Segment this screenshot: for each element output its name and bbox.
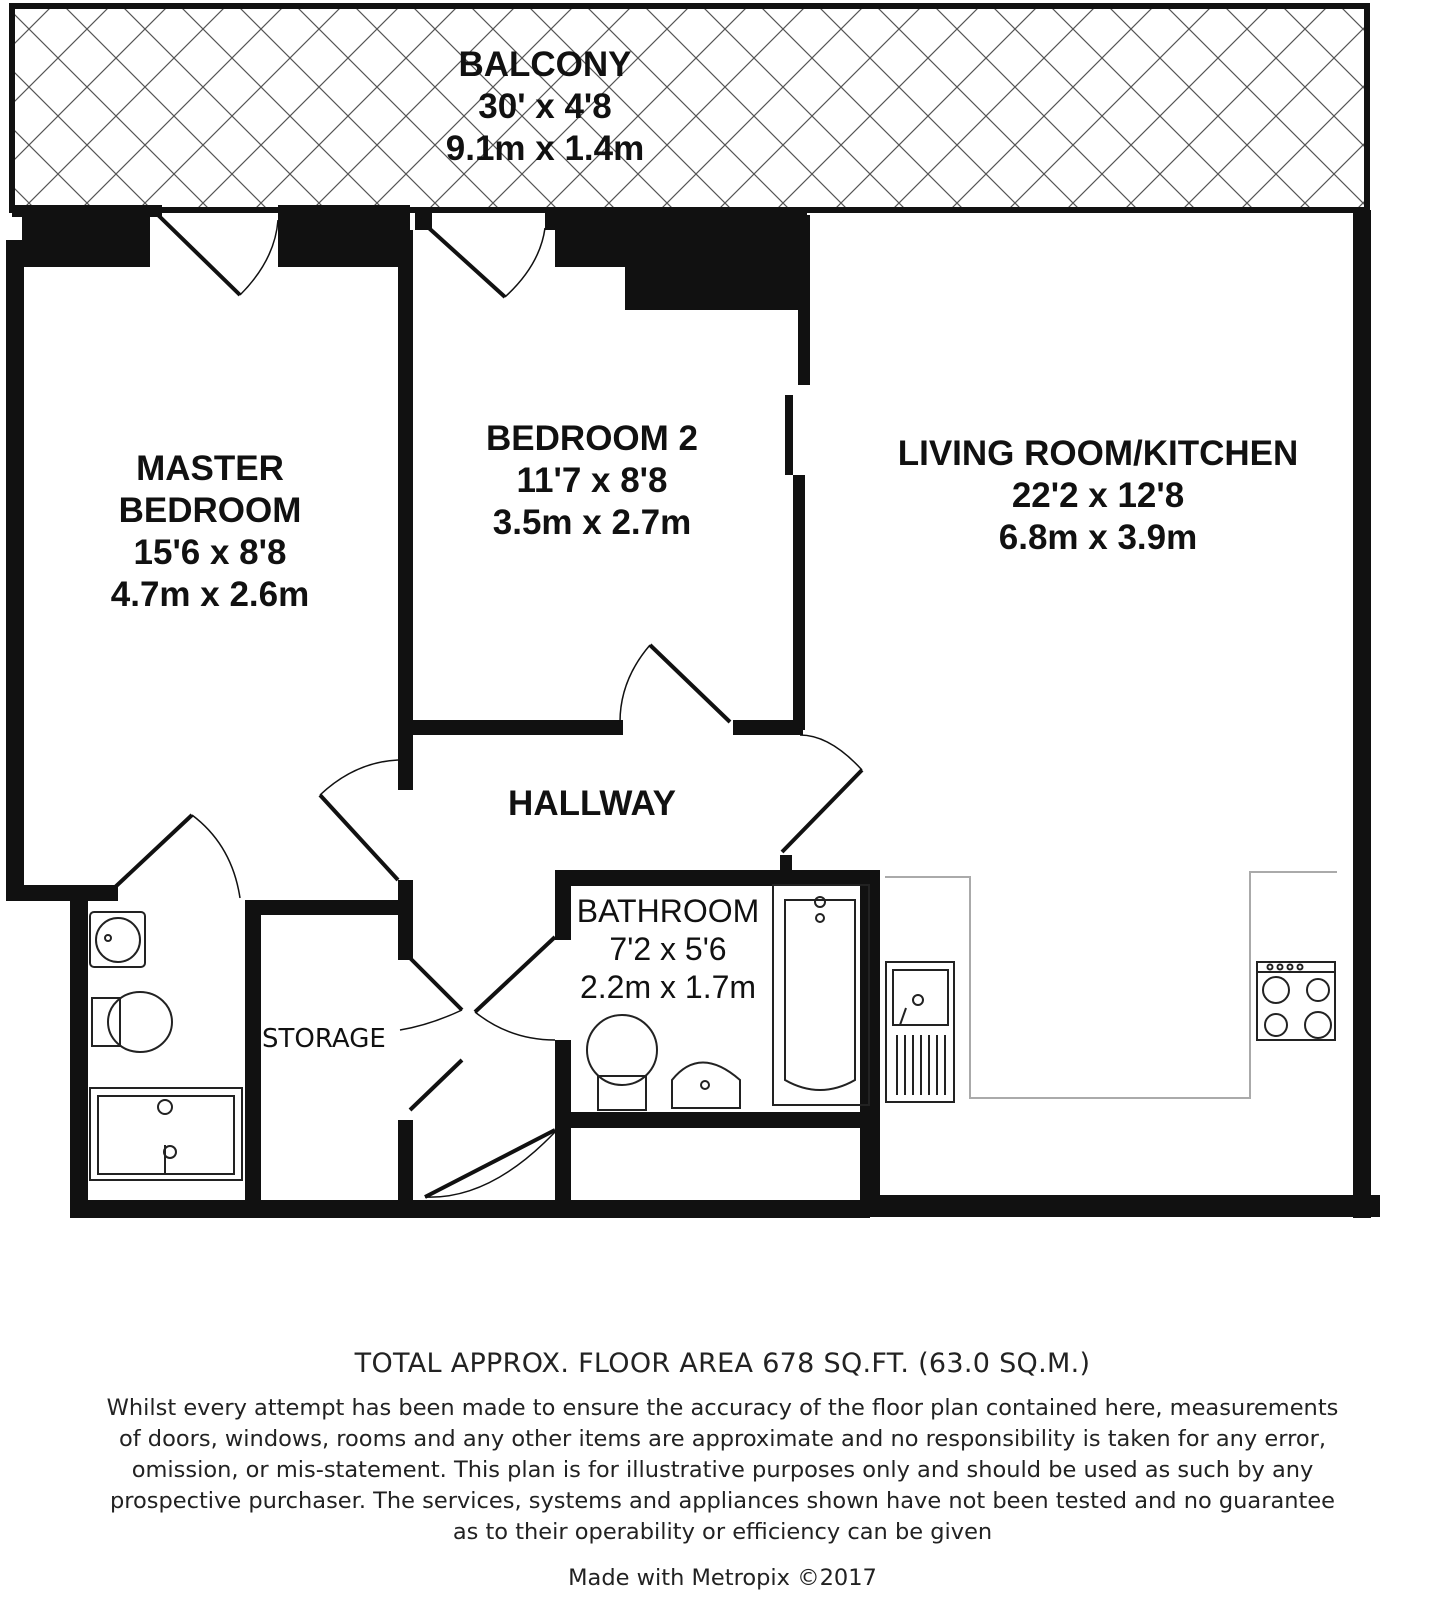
door-bedroom2-balcony [420,220,505,297]
disclaimer-line: Whilst every attempt has been made to ensure the accuracy of the floor plan contained here, measurements [106,1395,1339,1421]
master-bedroom-metric: 4.7m x 2.6m [110,575,310,614]
living-metric: 6.8m x 3.9m [998,518,1198,557]
door-bathroom [475,937,555,1012]
kitchen-counter [885,872,1337,1098]
door-living-hall [782,770,862,852]
bedroom2-name: BEDROOM 2 [486,419,698,458]
master-bedroom-name-1: MASTER [136,449,284,488]
bedroom2-imperial: 11'7 x 8'8 [516,461,668,500]
metropix-credit: Made with Metropix ©2017 [568,1565,877,1591]
hallway-name: HALLWAY [508,784,676,823]
storage-name: STORAGE [262,1024,386,1054]
door-master-balcony [158,215,240,295]
living-imperial: 22'2 x 12'8 [1011,476,1185,515]
disclaimer-line: prospective purchaser. The services, systems and appliances shown have not been tested and no guarantee [109,1488,1336,1514]
bathroom-toilet-icon [587,1015,657,1110]
door-bedroom2-hall [650,645,730,722]
master-bedroom-imperial: 15'6 x 8'8 [133,533,287,572]
bath-icon [773,885,869,1105]
bathroom-metric: 2.2m x 1.7m [579,969,757,1005]
hob-icon [1257,962,1335,1040]
disclaimer-line: omission, or mis-statement. This plan is for illustrative purposes only and should be used as such by any [131,1457,1314,1483]
door-ensuite [112,815,192,890]
door-storage [410,958,462,1010]
total-floor-area: TOTAL APPROX. FLOOR AREA 678 SQ.FT. (63.0 SQ.M.) [354,1348,1091,1379]
master-bedroom-name-2: BEDROOM [118,491,302,530]
bathroom-name: BATHROOM [576,893,760,929]
kitchen-sink-icon [886,962,954,1102]
walls [6,205,1380,1218]
ensuite-sink-icon [90,912,145,967]
disclaimer-line: as to their operability or efficiency can be given [452,1519,993,1545]
balcony-metric: 9.1m x 1.4m [445,129,645,168]
living-name: LIVING ROOM/KITCHEN [897,434,1299,473]
disclaimer [0,1393,1445,1548]
bathroom-sink-icon [672,1063,740,1109]
doors [112,215,862,1197]
balcony-area [12,6,1367,210]
ensuite-toilet-icon [92,992,172,1052]
disclaimer-line: of doors, windows, rooms and any other items are approximate and no responsibility is taken for any error, [118,1426,1327,1452]
shower-tray-icon [90,1088,242,1180]
bathroom-imperial: 7'2 x 5'6 [609,931,727,967]
door-entrance [425,1130,555,1197]
balcony-imperial: 30' x 4'8 [478,87,612,126]
bedroom2-metric: 3.5m x 2.7m [492,503,692,542]
door-master-hall [320,795,398,880]
balcony [12,6,1367,210]
balcony-name: BALCONY [458,45,632,84]
